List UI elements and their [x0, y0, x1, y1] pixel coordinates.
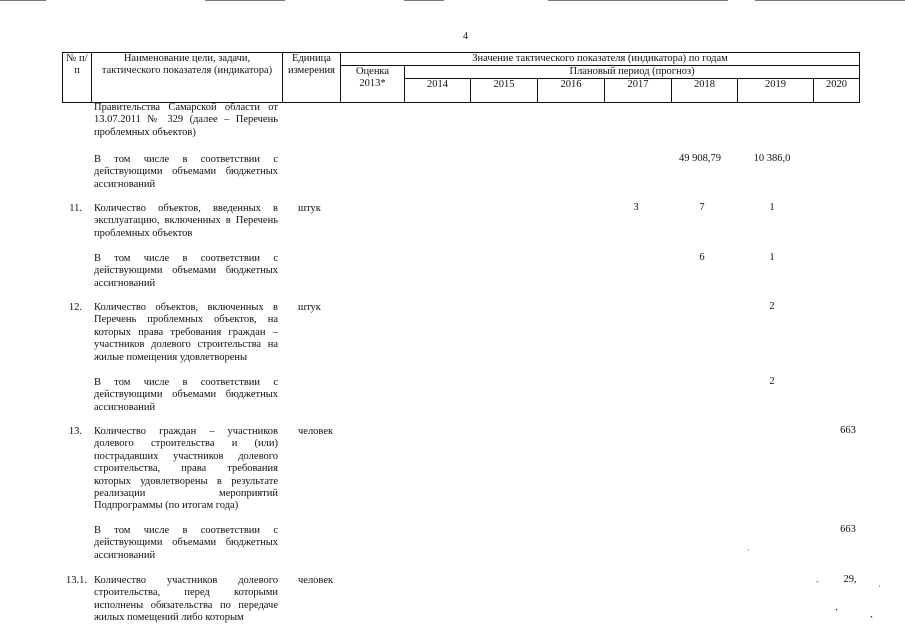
header-year: 2018: [672, 79, 738, 103]
indicator-name: В том числе в соответствии с действующими объемами бюджетных ассигнований: [94, 154, 278, 190]
indicator-name: Количество участников долевого строительства, перед которыми исполнены обязательства по передаче жилых помещений либо которым: [94, 575, 278, 624]
indicator-name: В том числе в соответствии с действующими объемами бюджетных ассигнований: [94, 525, 278, 561]
header-year: 2016: [538, 79, 605, 103]
header-year: 2014: [405, 79, 471, 103]
header-number: № п/п: [63, 53, 92, 103]
value-2019: 2: [769, 376, 775, 387]
indicator-name: Количество объектов, включенных в Перечень проблемных объектов, на которых права требования граждан – участников долевого строительства на жилые помещения удовлетворены: [94, 302, 278, 363]
value-2018: 49 908,79: [679, 153, 721, 164]
indicator-table-header: [62, 52, 860, 103]
row-number: 13.: [68, 426, 82, 437]
header-unit: Единица измерения: [283, 53, 341, 103]
row-number: 13.1.: [66, 575, 87, 586]
indicator-name: В том числе в соответствии с действующими объемами бюджетных ассигнований: [94, 253, 278, 289]
value-2019: 10 386,0: [753, 153, 791, 164]
unit-label: штук: [298, 302, 321, 313]
indicator-name: В том числе в соответствии с действующими объемами бюджетных ассигнований: [94, 377, 278, 413]
indicator-name: Количество объектов, введенных в эксплуатацию, включенных в Перечень проблемных объектов: [94, 203, 278, 239]
value-2020: 663: [840, 524, 856, 535]
unit-label: человек: [298, 575, 334, 586]
scan-edge-line: [755, 0, 905, 1]
header-year: 2015: [471, 79, 538, 103]
scan-edge-line: [548, 0, 728, 1]
header-estimate: Оценка 2013*: [341, 66, 405, 103]
unit-label: штук: [298, 203, 321, 214]
unit-label: человек: [298, 426, 334, 437]
scan-speck: ·: [878, 581, 881, 591]
value-2019: 2: [769, 301, 775, 312]
scan-edge-line: [404, 0, 444, 1]
scan-edge-line: [0, 0, 46, 1]
scan-speck: -: [816, 576, 819, 586]
value-2020: 29,: [843, 574, 857, 585]
header-values: Значение тактического показателя (индикатора) по годам: [341, 53, 860, 66]
row-number: 11.: [69, 203, 82, 214]
value-2019: 1: [769, 202, 775, 213]
scan-speck: ·: [870, 612, 874, 622]
header-year: 2020: [814, 79, 860, 103]
header-year: 2017: [605, 79, 672, 103]
value-2019: 1: [769, 252, 775, 263]
value-2018: 6: [699, 252, 705, 263]
value-2018: 7: [699, 202, 705, 213]
header-name: Наименование цели, задачи, тактического показателя (индикатора): [92, 53, 283, 103]
indicator-name: Количество граждан – участников долевого строительства и (или) пострадавших участников долевого строительства, права требования которых удовлетворены в результате реализации мероприятий Подпрограммы (по итогам года): [94, 426, 278, 512]
scan-edge-line: [205, 0, 285, 1]
row-number: 12.: [68, 302, 82, 313]
header-year: 2019: [738, 79, 814, 103]
scan-speck: ·: [747, 545, 750, 555]
value-2020: 663: [840, 425, 856, 436]
scan-speck: ·: [835, 605, 839, 615]
page-number: 4: [463, 31, 468, 42]
indicator-name: Правительства Самарской области от 13.07.2011 № 329 (далее – Перечень проблемных объектов): [94, 102, 278, 138]
header-plan: Плановый период (прогноз): [405, 66, 860, 79]
value-2017: 3: [633, 202, 639, 213]
